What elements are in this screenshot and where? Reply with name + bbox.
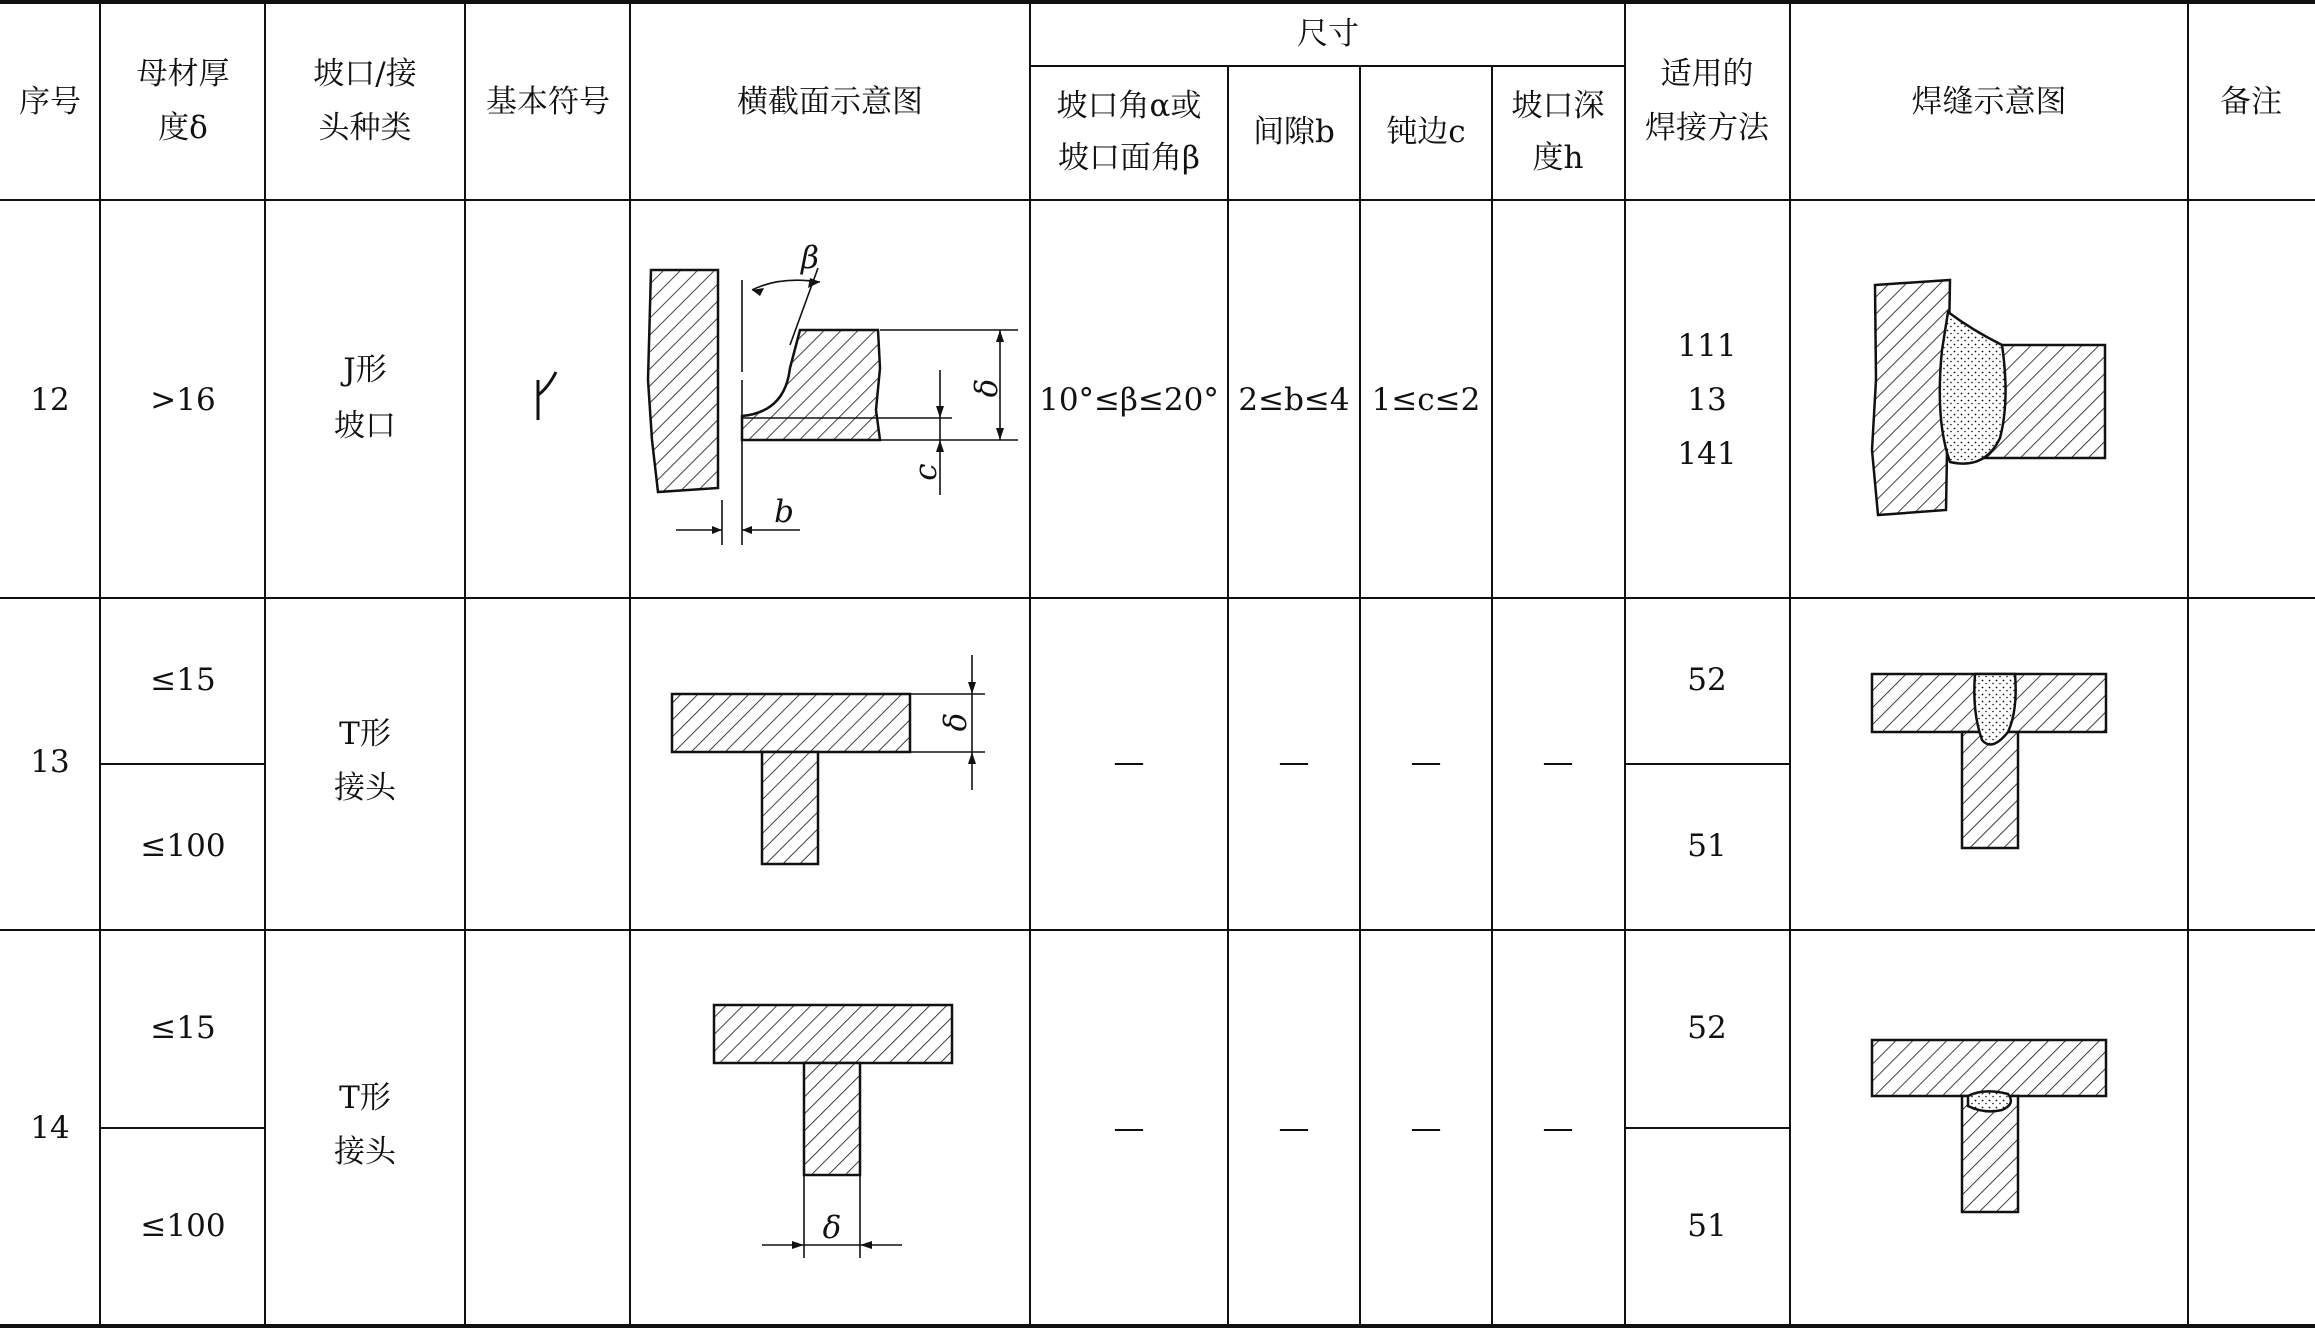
header-size: 尺寸 <box>1297 16 1359 52</box>
row13-angle: — <box>1113 744 1145 780</box>
row13-depth: — <box>1542 744 1574 780</box>
b-label: b <box>774 494 794 530</box>
row13-type-line1: T形 <box>339 716 391 752</box>
row13-root: — <box>1410 744 1442 780</box>
header-seq: 序号 <box>19 84 81 120</box>
t-joint-weld-figure <box>1872 674 2106 848</box>
row13-seq: 13 <box>30 744 70 780</box>
row14-root: — <box>1410 1110 1442 1146</box>
t-joint-section-figure <box>672 655 985 864</box>
header-symbol: 基本符号 <box>486 84 610 120</box>
beta-label: β <box>801 240 819 276</box>
row14-type-line2: 接头 <box>334 1134 396 1170</box>
row12-gap: 2≤b≤4 <box>1238 382 1350 418</box>
header-depth-line2: 度h <box>1532 140 1584 176</box>
header-thickness-line2: 度δ <box>158 110 208 146</box>
delta-label: δ <box>938 712 974 732</box>
header-method-line1: 适用的 <box>1660 56 1754 92</box>
header-angle-line1: 坡口角α或 <box>1056 88 1202 124</box>
row12-method-1: 111 <box>1677 328 1737 364</box>
header-section: 横截面示意图 <box>737 84 923 120</box>
row12-method-2: 13 <box>1687 382 1727 418</box>
header-root: 钝边c <box>1386 114 1466 150</box>
header-angle-line2: 坡口面角β <box>1058 140 1200 176</box>
row13-method-b: 51 <box>1687 828 1727 864</box>
j-groove-weld-figure <box>1872 280 2105 515</box>
row14-angle: — <box>1113 1110 1145 1146</box>
c-label: c <box>908 463 944 481</box>
row14-method-b: 51 <box>1687 1208 1727 1244</box>
header-groove-line2: 头种类 <box>318 110 412 146</box>
row14-thickness-a: ≤15 <box>150 1010 216 1046</box>
delta-label: δ <box>969 378 1005 398</box>
row13-thickness-a: ≤15 <box>150 662 216 698</box>
t-joint-section-figure <box>714 1005 952 1258</box>
row14-type-line1: T形 <box>339 1080 391 1116</box>
row12-thickness: >16 <box>150 382 216 418</box>
table-header <box>19 16 2282 176</box>
row14-thickness-b: ≤100 <box>140 1208 226 1244</box>
row12-method-3: 141 <box>1677 436 1737 472</box>
row13-type-line2: 接头 <box>334 770 396 806</box>
row14-depth: — <box>1542 1110 1574 1146</box>
delta-label: δ <box>822 1210 842 1246</box>
header-weld: 焊缝示意图 <box>1911 84 2067 120</box>
header-thickness-line1: 母材厚 <box>136 56 230 92</box>
table-row <box>30 240 2105 545</box>
row12-seq: 12 <box>30 382 70 418</box>
row13-thickness-b: ≤100 <box>140 828 226 864</box>
header-gap: 间隙b <box>1253 114 1335 150</box>
header-depth-line1: 坡口深 <box>1511 88 1605 124</box>
row12-type-line2: 坡口 <box>334 408 396 444</box>
j-groove-symbol-icon <box>538 372 556 420</box>
row14-gap: — <box>1278 1110 1310 1146</box>
header-method-line2: 焊接方法 <box>1645 110 1769 146</box>
row14-seq: 14 <box>30 1110 70 1146</box>
header-remark: 备注 <box>2220 84 2282 120</box>
header-groove-line1: 坡口/接 <box>313 56 417 92</box>
t-joint-weld-figure <box>1872 1040 2106 1212</box>
row13-method-a: 52 <box>1687 662 1727 698</box>
row14-method-a: 52 <box>1687 1010 1727 1046</box>
j-groove-section-figure <box>648 240 1018 545</box>
row13-gap: — <box>1278 744 1310 780</box>
row12-angle: 10°≤β≤20° <box>1039 382 1219 418</box>
row12-type-line1: J形 <box>343 352 387 388</box>
table-row <box>30 1005 2106 1258</box>
table-row <box>30 655 2106 864</box>
row12-root: 1≤c≤2 <box>1371 382 1481 418</box>
